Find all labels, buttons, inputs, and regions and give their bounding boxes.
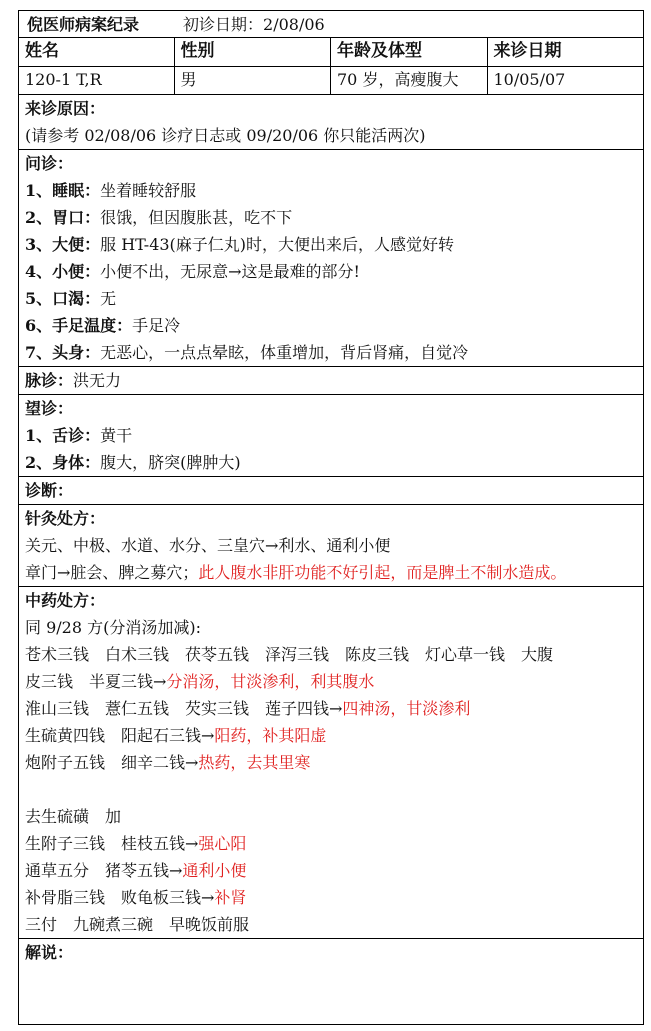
herbal-herbs: 通草五分 猪苓五钱→: [25, 861, 183, 880]
herbal-intro: 同 9/28 方(分消汤加减):: [25, 618, 201, 637]
inquiry-item: [25, 258, 637, 285]
header-name: 姓名: [19, 38, 175, 66]
observation-section: [18, 395, 644, 477]
inquiry-key: 7、头身：: [25, 343, 101, 362]
herbal-note: 补肾: [214, 888, 247, 907]
herbal-herbs: 补骨脂三钱 败龟板三钱→: [25, 888, 215, 907]
patient-age-build: 70 岁，高瘦腹大: [331, 67, 488, 94]
first-visit-date: 初诊日期：2/08/06: [183, 15, 325, 34]
inquiry-value: 手足冷: [132, 316, 181, 335]
herbal-herbs: 皮三钱 半夏三钱→: [25, 672, 167, 691]
observation-key: 2、身体：: [25, 453, 101, 472]
header-visit-date: 来诊日期: [493, 41, 562, 61]
observation-key: 1、舌诊：: [25, 426, 101, 445]
herbal-line: 三付 九碗煮三碗 早晚饭前服: [25, 915, 250, 934]
herbal-line: [25, 668, 637, 695]
herbal-line: [25, 884, 637, 911]
inquiry-item: [25, 204, 637, 231]
herbal-label: 中药处方：: [25, 591, 106, 610]
diagnosis-label: 诊断：: [25, 481, 74, 500]
acupuncture-note: 此人腹水非肝功能不好引起，而是脾土不制水造成。: [198, 563, 567, 582]
inquiry-section: [18, 150, 644, 367]
herbal-line: 去生硫磺 加: [25, 807, 122, 826]
inquiry-key: 6、手足温度：: [25, 316, 133, 335]
herbal-herbs: 生硫黄四钱 阳起石三钱→: [25, 726, 215, 745]
explanation-label: 解说：: [25, 943, 74, 962]
herbal-line: [25, 722, 637, 749]
inquiry-item: [25, 231, 637, 258]
observation-item: [25, 422, 637, 449]
inquiry-value: 坐着睡较舒服: [100, 181, 197, 200]
inquiry-item: [25, 285, 637, 312]
herbal-note: 热药，去其里寒: [198, 753, 311, 772]
herbal-line: [25, 830, 637, 857]
inquiry-label: 问诊：: [25, 154, 74, 173]
record-title: 倪医师病案纪录: [27, 15, 140, 34]
herbal-line: 苍术三钱 白术三钱 茯苓五钱 泽泻三钱 陈皮三钱 灯心草一钱 大腹: [25, 645, 554, 664]
patient-gender: 男: [175, 67, 332, 94]
observation-value: 黄干: [100, 426, 133, 445]
info-value-row: [18, 67, 644, 95]
inquiry-item: [25, 339, 637, 366]
title-row: [18, 10, 644, 38]
info-header-row: [18, 38, 644, 67]
inquiry-key: 4、小便：: [25, 262, 101, 281]
reason-label: 来诊原因：: [25, 99, 106, 118]
pulse-label: 脉诊：: [25, 371, 74, 390]
header-gender: 性别: [175, 38, 332, 66]
herbal-note: 通利小便: [182, 861, 247, 880]
acupuncture-line-1: 关元、中极、水道、水分、三皇穴→利水、通利小便: [25, 536, 391, 555]
acupuncture-line-2: [25, 559, 637, 586]
herbal-section: [18, 587, 644, 939]
observation-label: 望诊：: [25, 399, 74, 418]
header-age-build: 年龄及体型: [331, 38, 488, 66]
pulse-section: [18, 367, 644, 395]
herbal-herbs: 生附子三钱 桂枝五钱→: [25, 834, 199, 853]
reason-section: [18, 95, 644, 150]
explanation-section: [18, 939, 644, 1025]
inquiry-value: 服 HT-43(麻子仁丸)时，大便出来后，人感觉好转: [100, 235, 455, 254]
herbal-note: 四神汤，甘淡渗利: [342, 699, 471, 718]
inquiry-key: 5、口渴：: [25, 289, 101, 308]
inquiry-key: 2、胃口：: [25, 208, 101, 227]
acupuncture-points: 章门→脏会、脾之募穴；: [25, 563, 199, 582]
diagnosis-section: [18, 477, 644, 505]
herbal-note: 分消汤，甘淡渗利，利其腹水: [166, 672, 375, 691]
observation-item: [25, 449, 637, 476]
pulse-line: [25, 367, 637, 394]
inquiry-key: 1、睡眠：: [25, 181, 101, 200]
inquiry-value: 无恶心，一点点晕眩，体重增加，背后肾痛，自觉冷: [100, 343, 469, 362]
inquiry-value: 很饿，但因腹胀甚，吃不下: [100, 208, 293, 227]
inquiry-value: 小便不出，无尿意→这是最难的部分!: [100, 262, 360, 281]
herbal-spacer: [25, 776, 637, 803]
inquiry-key: 3、大便：: [25, 235, 101, 254]
acupuncture-label: 针灸处方：: [25, 509, 106, 528]
reason-text: (请参考 02/08/06 诊疗日志或 09/20/06 你只能活两次): [25, 126, 426, 145]
herbal-line: [25, 857, 637, 884]
herbal-herbs: 淮山三钱 薏仁五钱 芡实三钱 莲子四钱→: [25, 699, 343, 718]
inquiry-item: [25, 177, 637, 204]
pulse-text: 洪无力: [73, 371, 122, 390]
acupuncture-section: [18, 505, 644, 587]
visit-date: 10/05/07: [493, 70, 566, 89]
patient-name: 120-1 T,R: [19, 67, 175, 94]
observation-value: 腹大，脐突(脾肿大): [100, 453, 241, 472]
herbal-line: [25, 749, 637, 776]
herbal-line: [25, 695, 637, 722]
herbal-note: 阳药，补其阳虚: [214, 726, 327, 745]
inquiry-item: [25, 312, 637, 339]
herbal-note: 强心阳: [198, 834, 247, 853]
case-record-sheet: [18, 10, 644, 1025]
inquiry-value: 无: [100, 289, 117, 308]
herbal-herbs: 炮附子五钱 细辛二钱→: [25, 753, 199, 772]
